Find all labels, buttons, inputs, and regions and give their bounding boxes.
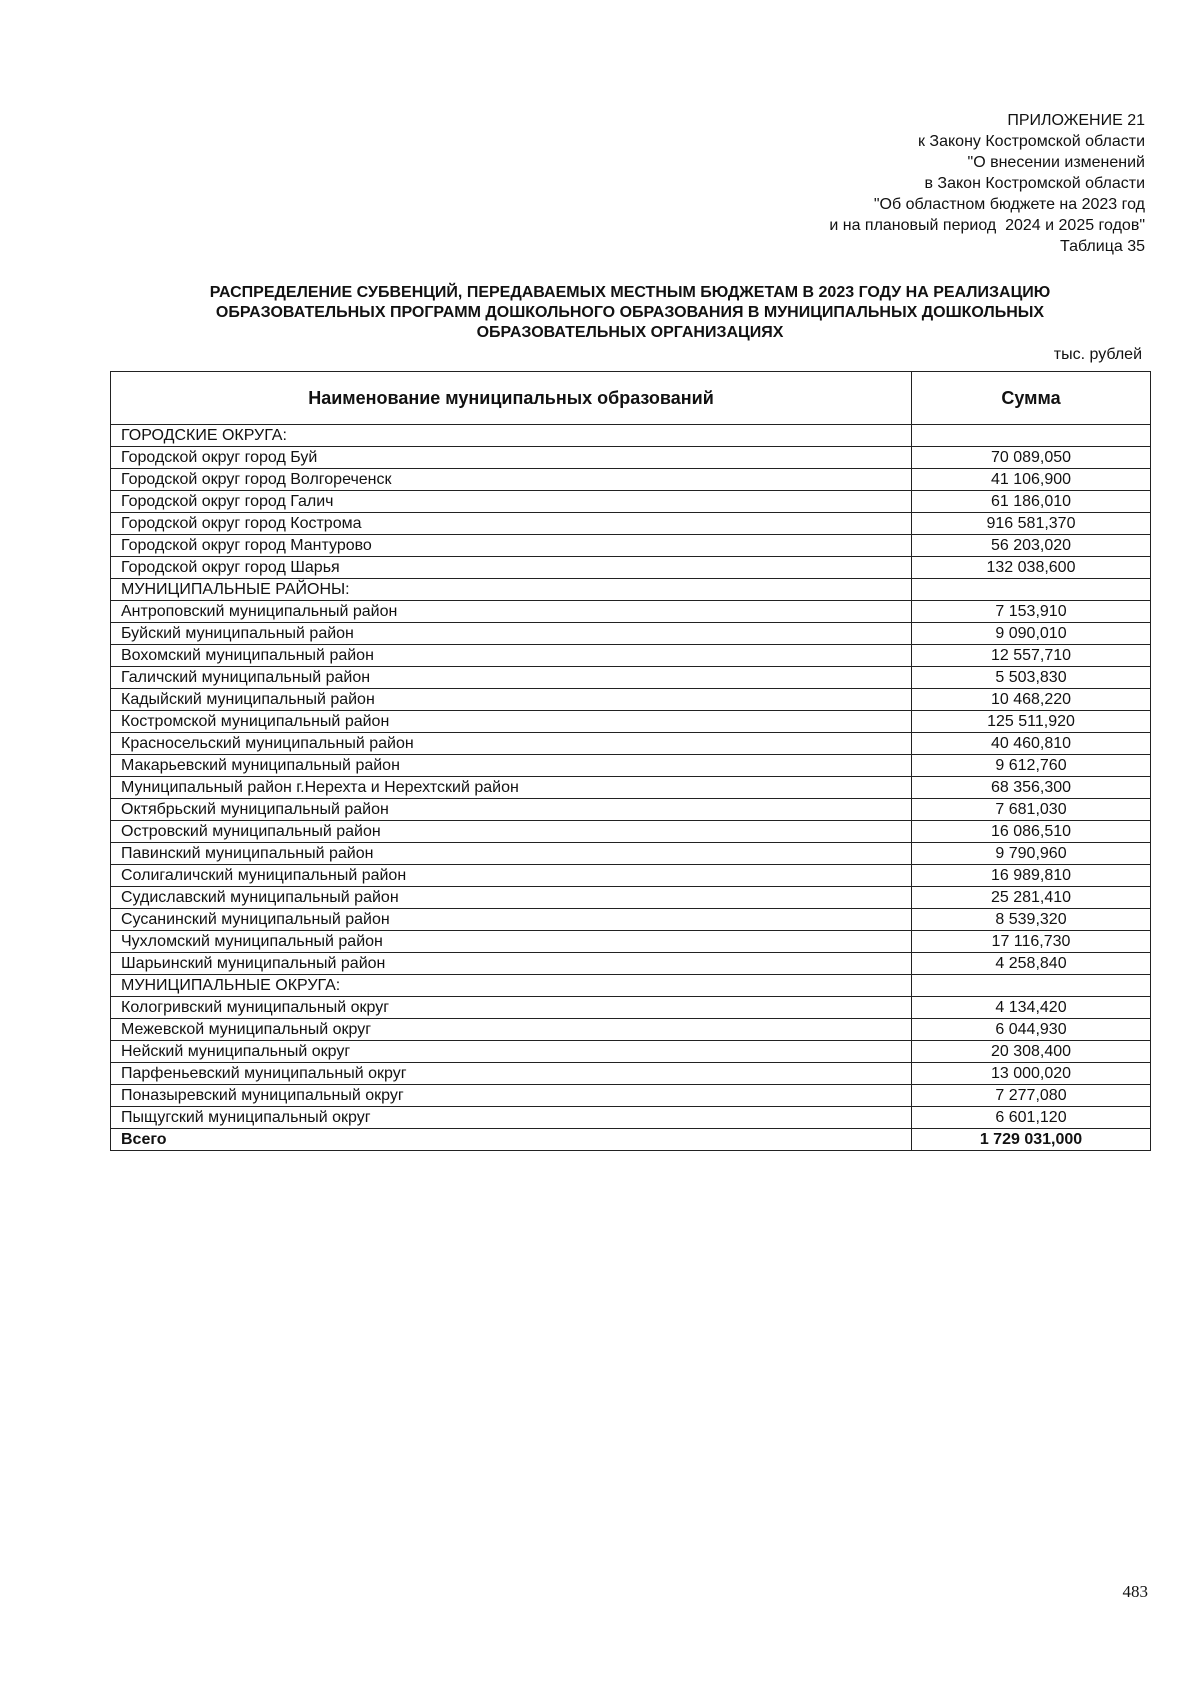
table-row (111, 579, 1151, 601)
row-name: МУНИЦИПАЛЬНЫЕ РАЙОНЫ: (111, 579, 912, 601)
table-row (111, 865, 1151, 887)
row-sum: 16 086,510 (912, 821, 1151, 843)
table-body (111, 425, 1151, 1129)
row-sum: 9 790,960 (912, 843, 1151, 865)
row-sum: 4 134,420 (912, 997, 1151, 1019)
table-row (111, 1107, 1151, 1129)
row-sum: 7 153,910 (912, 601, 1151, 623)
row-sum: 10 468,220 (912, 689, 1151, 711)
table-header-row (111, 372, 1151, 425)
table-row (111, 447, 1151, 469)
row-name: Судиславский муниципальный район (111, 887, 912, 909)
units-label: тыс. рублей (1053, 346, 1142, 363)
header-line: и на плановый период 2024 и 2025 годов" (829, 217, 1145, 234)
row-name: Городской округ город Кострома (111, 513, 912, 535)
total-row (111, 1129, 1151, 1151)
table-row (111, 997, 1151, 1019)
header-line: "О внесении изменений (967, 154, 1145, 171)
row-sum (912, 975, 1151, 997)
table-row (111, 645, 1151, 667)
subvention-table (110, 371, 1151, 1151)
row-sum: 132 038,600 (912, 557, 1151, 579)
row-sum: 125 511,920 (912, 711, 1151, 733)
row-sum: 68 356,300 (912, 777, 1151, 799)
row-sum: 9 612,760 (912, 755, 1151, 777)
row-sum (912, 425, 1151, 447)
row-sum: 40 460,810 (912, 733, 1151, 755)
row-name: Парфеньевский муниципальный округ (111, 1063, 912, 1085)
table-row (111, 909, 1151, 931)
row-sum: 16 989,810 (912, 865, 1151, 887)
row-name: Костромской муниципальный район (111, 711, 912, 733)
row-sum: 70 089,050 (912, 447, 1151, 469)
row-name: Нейский муниципальный округ (111, 1041, 912, 1063)
title-line: ОБРАЗОВАТЕЛЬНЫХ ОРГАНИЗАЦИЯХ (476, 324, 784, 341)
appendix-header (829, 110, 1145, 257)
total-sum: 1 729 031,000 (912, 1129, 1151, 1151)
table-row (111, 1041, 1151, 1063)
row-sum (912, 579, 1151, 601)
table-row (111, 975, 1151, 997)
row-sum: 17 116,730 (912, 931, 1151, 953)
table-row (111, 755, 1151, 777)
row-name: Павинский муниципальный район (111, 843, 912, 865)
table-row (111, 887, 1151, 909)
table-row (111, 777, 1151, 799)
row-name: Городской округ город Волгореченск (111, 469, 912, 491)
row-name: Шарьинский муниципальный район (111, 953, 912, 975)
header-name: Наименование муниципальных образований (111, 372, 912, 425)
row-name: Городской округ город Галич (111, 491, 912, 513)
row-sum: 61 186,010 (912, 491, 1151, 513)
table-row (111, 1019, 1151, 1041)
table-row (111, 711, 1151, 733)
row-name: Городской округ город Шарья (111, 557, 912, 579)
row-sum: 7 277,080 (912, 1085, 1151, 1107)
row-sum: 916 581,370 (912, 513, 1151, 535)
row-name: Пыщугский муниципальный округ (111, 1107, 912, 1129)
row-name: Антроповский муниципальный район (111, 601, 912, 623)
row-name: Островский муниципальный район (111, 821, 912, 843)
row-name: Сусанинский муниципальный район (111, 909, 912, 931)
title-line: ОБРАЗОВАТЕЛЬНЫХ ПРОГРАММ ДОШКОЛЬНОГО ОБРАЗОВАНИЯ В МУНИЦИПАЛЬНЫХ ДОШКОЛЬНЫХ (215, 304, 1045, 321)
table-row (111, 491, 1151, 513)
row-name: Чухломский муниципальный район (111, 931, 912, 953)
row-sum: 12 557,710 (912, 645, 1151, 667)
row-sum: 56 203,020 (912, 535, 1151, 557)
row-sum: 7 681,030 (912, 799, 1151, 821)
table-row (111, 513, 1151, 535)
row-name: Буйский муниципальный район (111, 623, 912, 645)
table-row (111, 931, 1151, 953)
row-sum: 41 106,900 (912, 469, 1151, 491)
row-name: ГОРОДСКИЕ ОКРУГА: (111, 425, 912, 447)
header-line: Таблица 35 (1060, 238, 1145, 255)
row-name: Городской округ город Буй (111, 447, 912, 469)
header-line: ПРИЛОЖЕНИЕ 21 (1007, 112, 1145, 129)
row-sum: 25 281,410 (912, 887, 1151, 909)
table-row (111, 821, 1151, 843)
row-sum: 20 308,400 (912, 1041, 1151, 1063)
row-name: Кадыйский муниципальный район (111, 689, 912, 711)
row-name: Галичский муниципальный район (111, 667, 912, 689)
row-name: Межевской муниципальный округ (111, 1019, 912, 1041)
row-sum: 5 503,830 (912, 667, 1151, 689)
row-name: Октябрьский муниципальный район (111, 799, 912, 821)
table-row (111, 425, 1151, 447)
table-row (111, 733, 1151, 755)
table-row (111, 535, 1151, 557)
header-line: в Закон Костромской области (924, 175, 1145, 192)
row-sum: 6 601,120 (912, 1107, 1151, 1129)
row-name: МУНИЦИПАЛЬНЫЕ ОКРУГА: (111, 975, 912, 997)
row-sum: 6 044,930 (912, 1019, 1151, 1041)
table-row (111, 799, 1151, 821)
header-line: к Закону Костромской области (917, 133, 1145, 150)
row-name: Городской округ город Мантурово (111, 535, 912, 557)
row-name: Вохомский муниципальный район (111, 645, 912, 667)
header-line: "Об областном бюджете на 2023 год (873, 196, 1145, 213)
row-sum: 9 090,010 (912, 623, 1151, 645)
table-row (111, 469, 1151, 491)
total-label: Всего (111, 1129, 912, 1151)
row-name: Макарьевский муниципальный район (111, 755, 912, 777)
table-row (111, 557, 1151, 579)
document-title (110, 283, 1150, 343)
row-name: Поназыревский муниципальный округ (111, 1085, 912, 1107)
table-row (111, 1085, 1151, 1107)
table-row (111, 953, 1151, 975)
header-sum: Сумма (912, 372, 1151, 425)
row-name: Красносельский муниципальный район (111, 733, 912, 755)
row-name: Солигаличский муниципальный район (111, 865, 912, 887)
table-row (111, 689, 1151, 711)
row-name: Кологривский муниципальный округ (111, 997, 912, 1019)
page-number: 483 (1122, 1582, 1148, 1601)
row-name: Муниципальный район г.Нерехта и Нерехтский район (111, 777, 912, 799)
table-row (111, 1063, 1151, 1085)
row-sum: 4 258,840 (912, 953, 1151, 975)
title-line: РАСПРЕДЕЛЕНИЕ СУБВЕНЦИЙ, ПЕРЕДАВАЕМЫХ МЕСТНЫМ БЮДЖЕТАМ В 2023 ГОДУ НА РЕАЛИЗАЦИЮ (209, 284, 1051, 301)
row-sum: 8 539,320 (912, 909, 1151, 931)
table-row (111, 667, 1151, 689)
row-sum: 13 000,020 (912, 1063, 1151, 1085)
table-row (111, 601, 1151, 623)
table-row (111, 843, 1151, 865)
table-row (111, 623, 1151, 645)
